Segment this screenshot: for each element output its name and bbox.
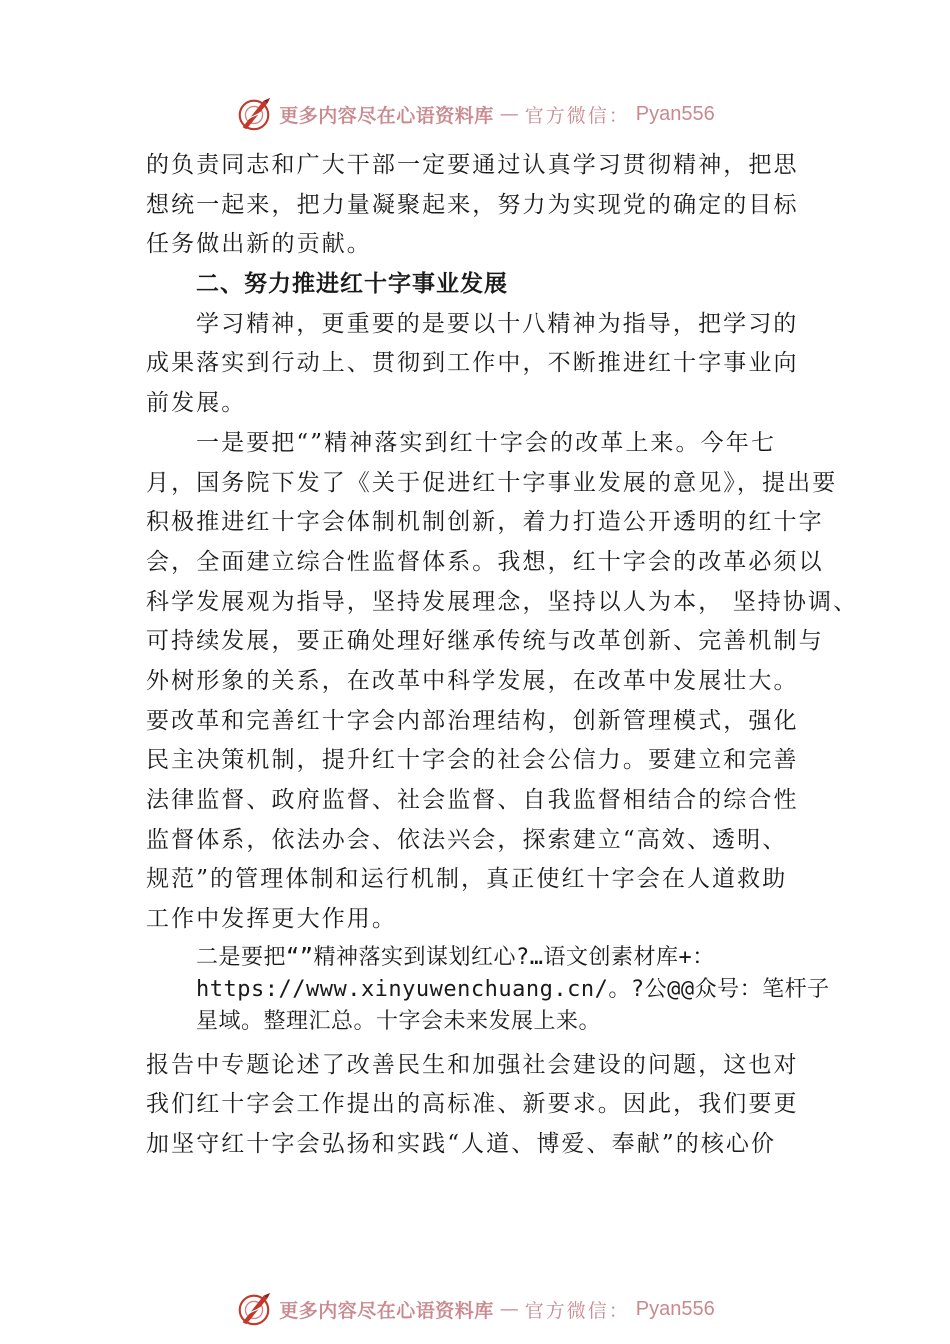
paragraph-4	[146, 1046, 836, 1165]
paragraph-2	[146, 305, 836, 424]
paragraph-3	[146, 424, 859, 940]
text-line: 星域。整理汇总。十字会未来发展上来。	[196, 1008, 602, 1034]
text-line: 加坚守红十字会弘扬和实践“人道、博爱、奉献”的核心价	[146, 1131, 777, 1158]
banner-separator: —	[499, 1298, 519, 1320]
text-line: 我们红十字会工作提出的高标准、新要求。因此，我们要更	[146, 1091, 799, 1118]
banner-wechat-id: Pyan556	[635, 102, 715, 125]
text-line: 积极推进红十字会体制机制创新，着力打造公开透明的红十字	[146, 509, 824, 536]
banner-slogan: 更多内容尽在心语资料库	[279, 104, 494, 127]
banner-wechat-id: Pyan556	[635, 1297, 715, 1320]
text-line: 民主决策机制，提升红十字会的社会公信力。要建立和完善	[146, 747, 799, 774]
paragraph-1	[146, 146, 836, 265]
text-line: 二是要把“”精神落实到谋划红心?…语文创素材库+：	[196, 944, 715, 970]
text-line: 的负责同志和广大干部一定要通过认真学习贯彻精神，把思	[146, 152, 799, 178]
text-line: 学习精神，更重要的是要以十八精神为指导，把学习的	[196, 310, 799, 337]
text-line: 工作中发挥更大作用。	[146, 906, 397, 933]
text-line: 科学发展观为指导，坚持发展理念，坚持以人为本， 坚持协调、	[146, 588, 859, 615]
pen-logo-icon	[235, 95, 273, 133]
pen-logo-icon	[235, 1290, 273, 1328]
banner-wechat-label: 官方微信：	[524, 104, 630, 127]
text-line: 一是要把“”精神落实到红十字会的改革上来。今年七	[196, 429, 776, 456]
section-heading: 二、努力推进红十字事业发展	[196, 271, 508, 298]
banner-slogan: 更多内容尽在心语资料库	[279, 1299, 494, 1322]
text-line: 任务做出新的贡献。	[146, 231, 372, 258]
banner-wechat-label: 官方微信：	[524, 1299, 630, 1322]
banner-separator: —	[499, 103, 519, 125]
text-line: 监督体系，依法办会、依法兴会，探索建立“高效、透明、	[146, 826, 788, 853]
text-line: 法律监督、政府监督、社会监督、自我监督相结合的综合性	[146, 787, 799, 813]
url-text-line: https://www.xinyuwenchuang.cn/。?公@@众号：笔杆子	[196, 976, 830, 1002]
text-line: 想统一起来，把力量凝聚起来，努力为实现党的确定的目标	[146, 191, 799, 218]
header-banner	[0, 92, 950, 136]
pasted-text-block	[146, 942, 836, 1038]
document-body	[146, 146, 859, 1165]
text-line: 成果落实到行动上、贯彻到工作中，不断推进红十字事业向	[146, 350, 799, 377]
text-line: 报告中专题论述了改善民生和加强社会建设的问题，这也对	[146, 1051, 799, 1078]
text-line: 外树形象的关系，在改革中科学发展，在改革中发展壮大。	[146, 667, 799, 694]
footer-banner	[0, 1287, 950, 1331]
text-line: 规范”的管理体制和运行机制，真正使红十字会在人道救助	[146, 866, 788, 893]
text-line: 要改革和完善红十字会内部治理结构，创新管理模式，强化	[146, 707, 799, 734]
text-line: 可持续发展，要正确处理好继承传统与改革创新、完善机制与	[146, 628, 824, 655]
text-line: 月，国务院下发了《关于促进红十字事业发展的意见》，提出要	[146, 469, 838, 496]
text-line: 前发展。	[146, 390, 247, 417]
text-line: 会，全面建立综合性监督体系。我想，红十字会的改革必须以	[146, 548, 824, 575]
